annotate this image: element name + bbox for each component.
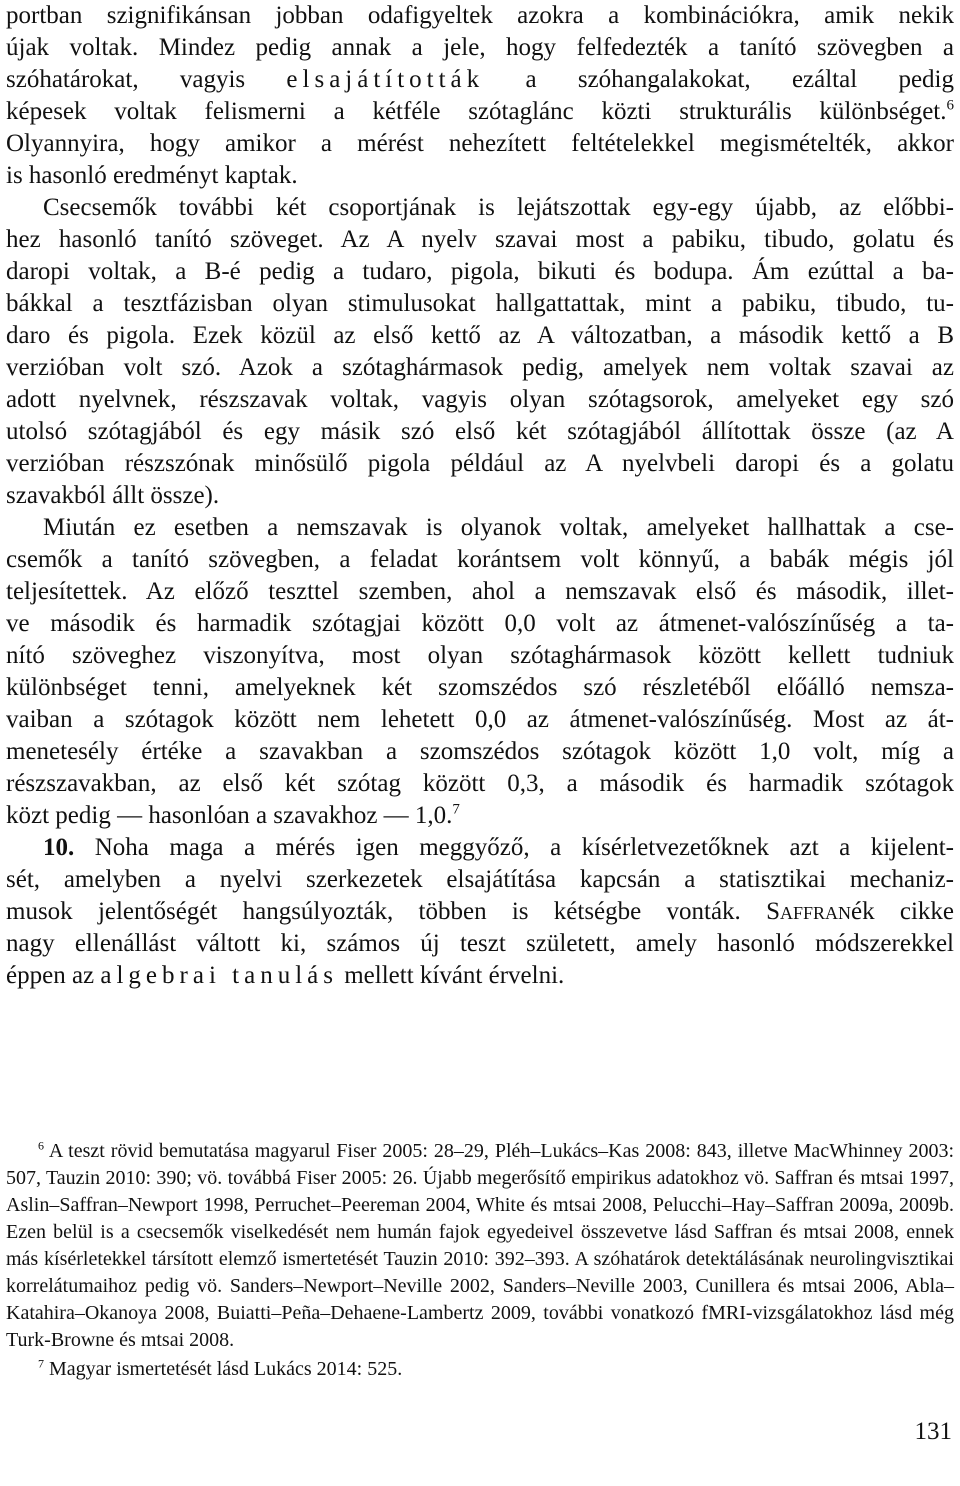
footnote-6 — [6, 1138, 954, 1354]
text-line: utolsó szótagjából és egy másik szó első két szótagjából állítottak össze (az A — [6, 418, 954, 445]
paragraph-1 — [6, 0, 954, 192]
footnotes — [6, 1138, 954, 1383]
text-line: sét, amelyben a nyelvi szerkezetek elsajátítása kapcsán a statisztikai mechaniz- — [6, 866, 954, 893]
text-line: adott nyelvnek, részszavak voltak, vagyis olyan szótagsorok, amelyeket egy szó — [6, 386, 954, 413]
text-line: Csecsemők további két csoportjának is lejátszottak egy-egy újabb, az előbbi- — [43, 194, 954, 221]
footnote-number: 7 — [38, 1356, 44, 1371]
footnote-ref-7[interactable]: 7 — [452, 801, 460, 818]
text-line: részszavakban, az első két szótag között 0,3, a második és harmadik szótagok — [6, 770, 954, 797]
text-line: nagy ellenállást váltott ki, számos új teszt született, amely hasonló módszerekkel — [6, 930, 954, 957]
text-line — [6, 96, 954, 128]
text-line: portban szignifikánsan jobban odafigyeltek azokra a kombinációkra, amik nekik — [6, 2, 954, 29]
footnote-text: Magyar ismertetését lásd Lukács 2014: 525. — [49, 1358, 403, 1380]
section-number: 10. — [43, 834, 75, 861]
page-body — [6, 0, 954, 992]
author-name: Saffran — [766, 898, 851, 925]
main-text — [6, 0, 954, 992]
text-line: csemők a tanító szövegben, a feladat korántsem volt könnyű, a babák mégis jól — [6, 546, 954, 573]
text-segment: szóhatárokat, vagyis — [6, 66, 246, 93]
text-line: bákkal a tesztfázisban olyan stimulusokat hallgattattak, mint a pabiku, tibudo, tu- — [6, 290, 954, 317]
text-line: teljesítettek. Az előző teszttel szemben, ahol a nemszavak első és második, illet- — [6, 578, 954, 605]
paragraph-3 — [6, 512, 954, 832]
text-line: menetesély értéke a szavakban a szomszédos szótagok között 1,0 volt, míg a — [6, 738, 954, 765]
text-segment: musok jelentőségét hangsúlyozták, többen is kétségbe vonták. — [6, 898, 741, 925]
text-segment: Noha maga a mérés igen meggyőző, a kísérletvezetőknek azt a kijelent- — [94, 834, 955, 861]
text-line — [6, 832, 954, 864]
text-line — [6, 64, 954, 96]
text-line: ve második és harmadik szótagjai között 0,0 volt az átmenet-valószínűség a ta- — [6, 610, 954, 637]
text-line: verzióban volt szó. Azok a szótaghármasok pedig, amelyek nem voltak szavai az — [6, 354, 954, 381]
text-line — [6, 896, 954, 928]
page-number: 131 — [914, 1418, 952, 1445]
text-line: hez hasonló tanító szöveget. Az A nyelv szavai most a pabiku, tibudo, golatu és — [6, 226, 954, 253]
paragraph-2 — [6, 192, 954, 512]
text-line: nító szöveghez viszonyítva, most olyan szótaghármasok között kellett tudniuk — [6, 642, 954, 669]
text-line: daro és pigola. Ezek közül az első kettő az A változatban, a második kettő a B — [6, 322, 954, 349]
text-line — [6, 960, 954, 992]
spaced-emphasis: elsajátították — [286, 66, 485, 93]
text-line — [6, 800, 954, 832]
text-line: újak voltak. Mindez pedig annak a jele, hogy felfedezték a tanító szövegben a — [6, 34, 954, 61]
footnote-ref-6[interactable]: 6 — [946, 97, 954, 114]
text-segment: közt pedig — hasonlóan a szavakhoz — 1,0. — [6, 802, 453, 829]
text-segment: éppen az — [6, 962, 95, 989]
text-segment: ék cikke — [851, 898, 954, 925]
text-line: vaiban a szótagok között nem lehetett 0,0 az átmenet-valószínűség. Most az át- — [6, 706, 954, 733]
text-line: különbséget tenni, amelyeknek két szomszédos szó részletéből előálló nemsza- — [6, 674, 954, 701]
text-line: verzióban részszónak minősülő pigola például az A nyelvbeli daropi és a golatu — [6, 450, 954, 477]
text-segment: képesek voltak felismerni a kétféle szótaglánc közti strukturális különbséget. — [6, 98, 947, 125]
text-line: Miután ez esetben a nemszavak is olyanok voltak, amelyeket hallhattak a cse- — [43, 514, 954, 541]
footnote-number: 6 — [38, 1138, 44, 1153]
footnote-text: A teszt rövid bemutatása magyarul Fiser 2005: 28–29, Pléh–Lukács–Kas 2008: 843, illetve MacWhinney 2003: 507, Tauzin 2010: 390; vö. továbbá Fiser 2005: 26. Újabb megerősítő empirikus adatokhoz vö. Saffran és mtsai 1997, Aslin–Saffran–Newport 1998, Perruchet–Peereman 2004, White és mtsai 2008, Pelucchi–Hay–Saffran 2009a, 2009b. Ezen belül is a csecsemők viselkedését nem humán fajok egyedeivel összevetve lásd Saffran és mtsai 2008, ennek más kísérletekkel társított elemző ismertetését Tauzin 2010: 392–393. A szóhatárok detektálásának neurolingvisztikai korrelátumaihoz pedig vö. Sanders–Newport–Neville 2002, Sanders–Neville 2003, Cunillera és mtsai 2006, Abla–Katahira–Okanoya 2008, Buiatti–Peña–Dehaene-Lambertz 2009, további vonatkozó fMRI-vizsgálatokhoz lásd még Turk-Browne és mtsai 2008. — [6, 1140, 955, 1351]
text-segment: mellett kívánt érvelni. — [344, 962, 565, 989]
footnote-7 — [6, 1356, 954, 1383]
text-line: is hasonló eredményt kaptak. — [6, 162, 298, 189]
text-line: Olyannyira, hogy amikor a mérést nehezített feltételekkel megismételték, akkor — [6, 130, 954, 157]
text-segment: a szóhangalakokat, ezáltal pedig — [525, 66, 954, 93]
text-line: szavakból állt össze). — [6, 482, 220, 509]
text-line: daropi voltak, a B-é pedig a tudaro, pigola, bikuti és bodupa. Ám ezúttal a ba- — [6, 258, 954, 285]
paragraph-4 — [6, 832, 954, 992]
spaced-emphasis: algebrai tanulás — [100, 962, 338, 989]
